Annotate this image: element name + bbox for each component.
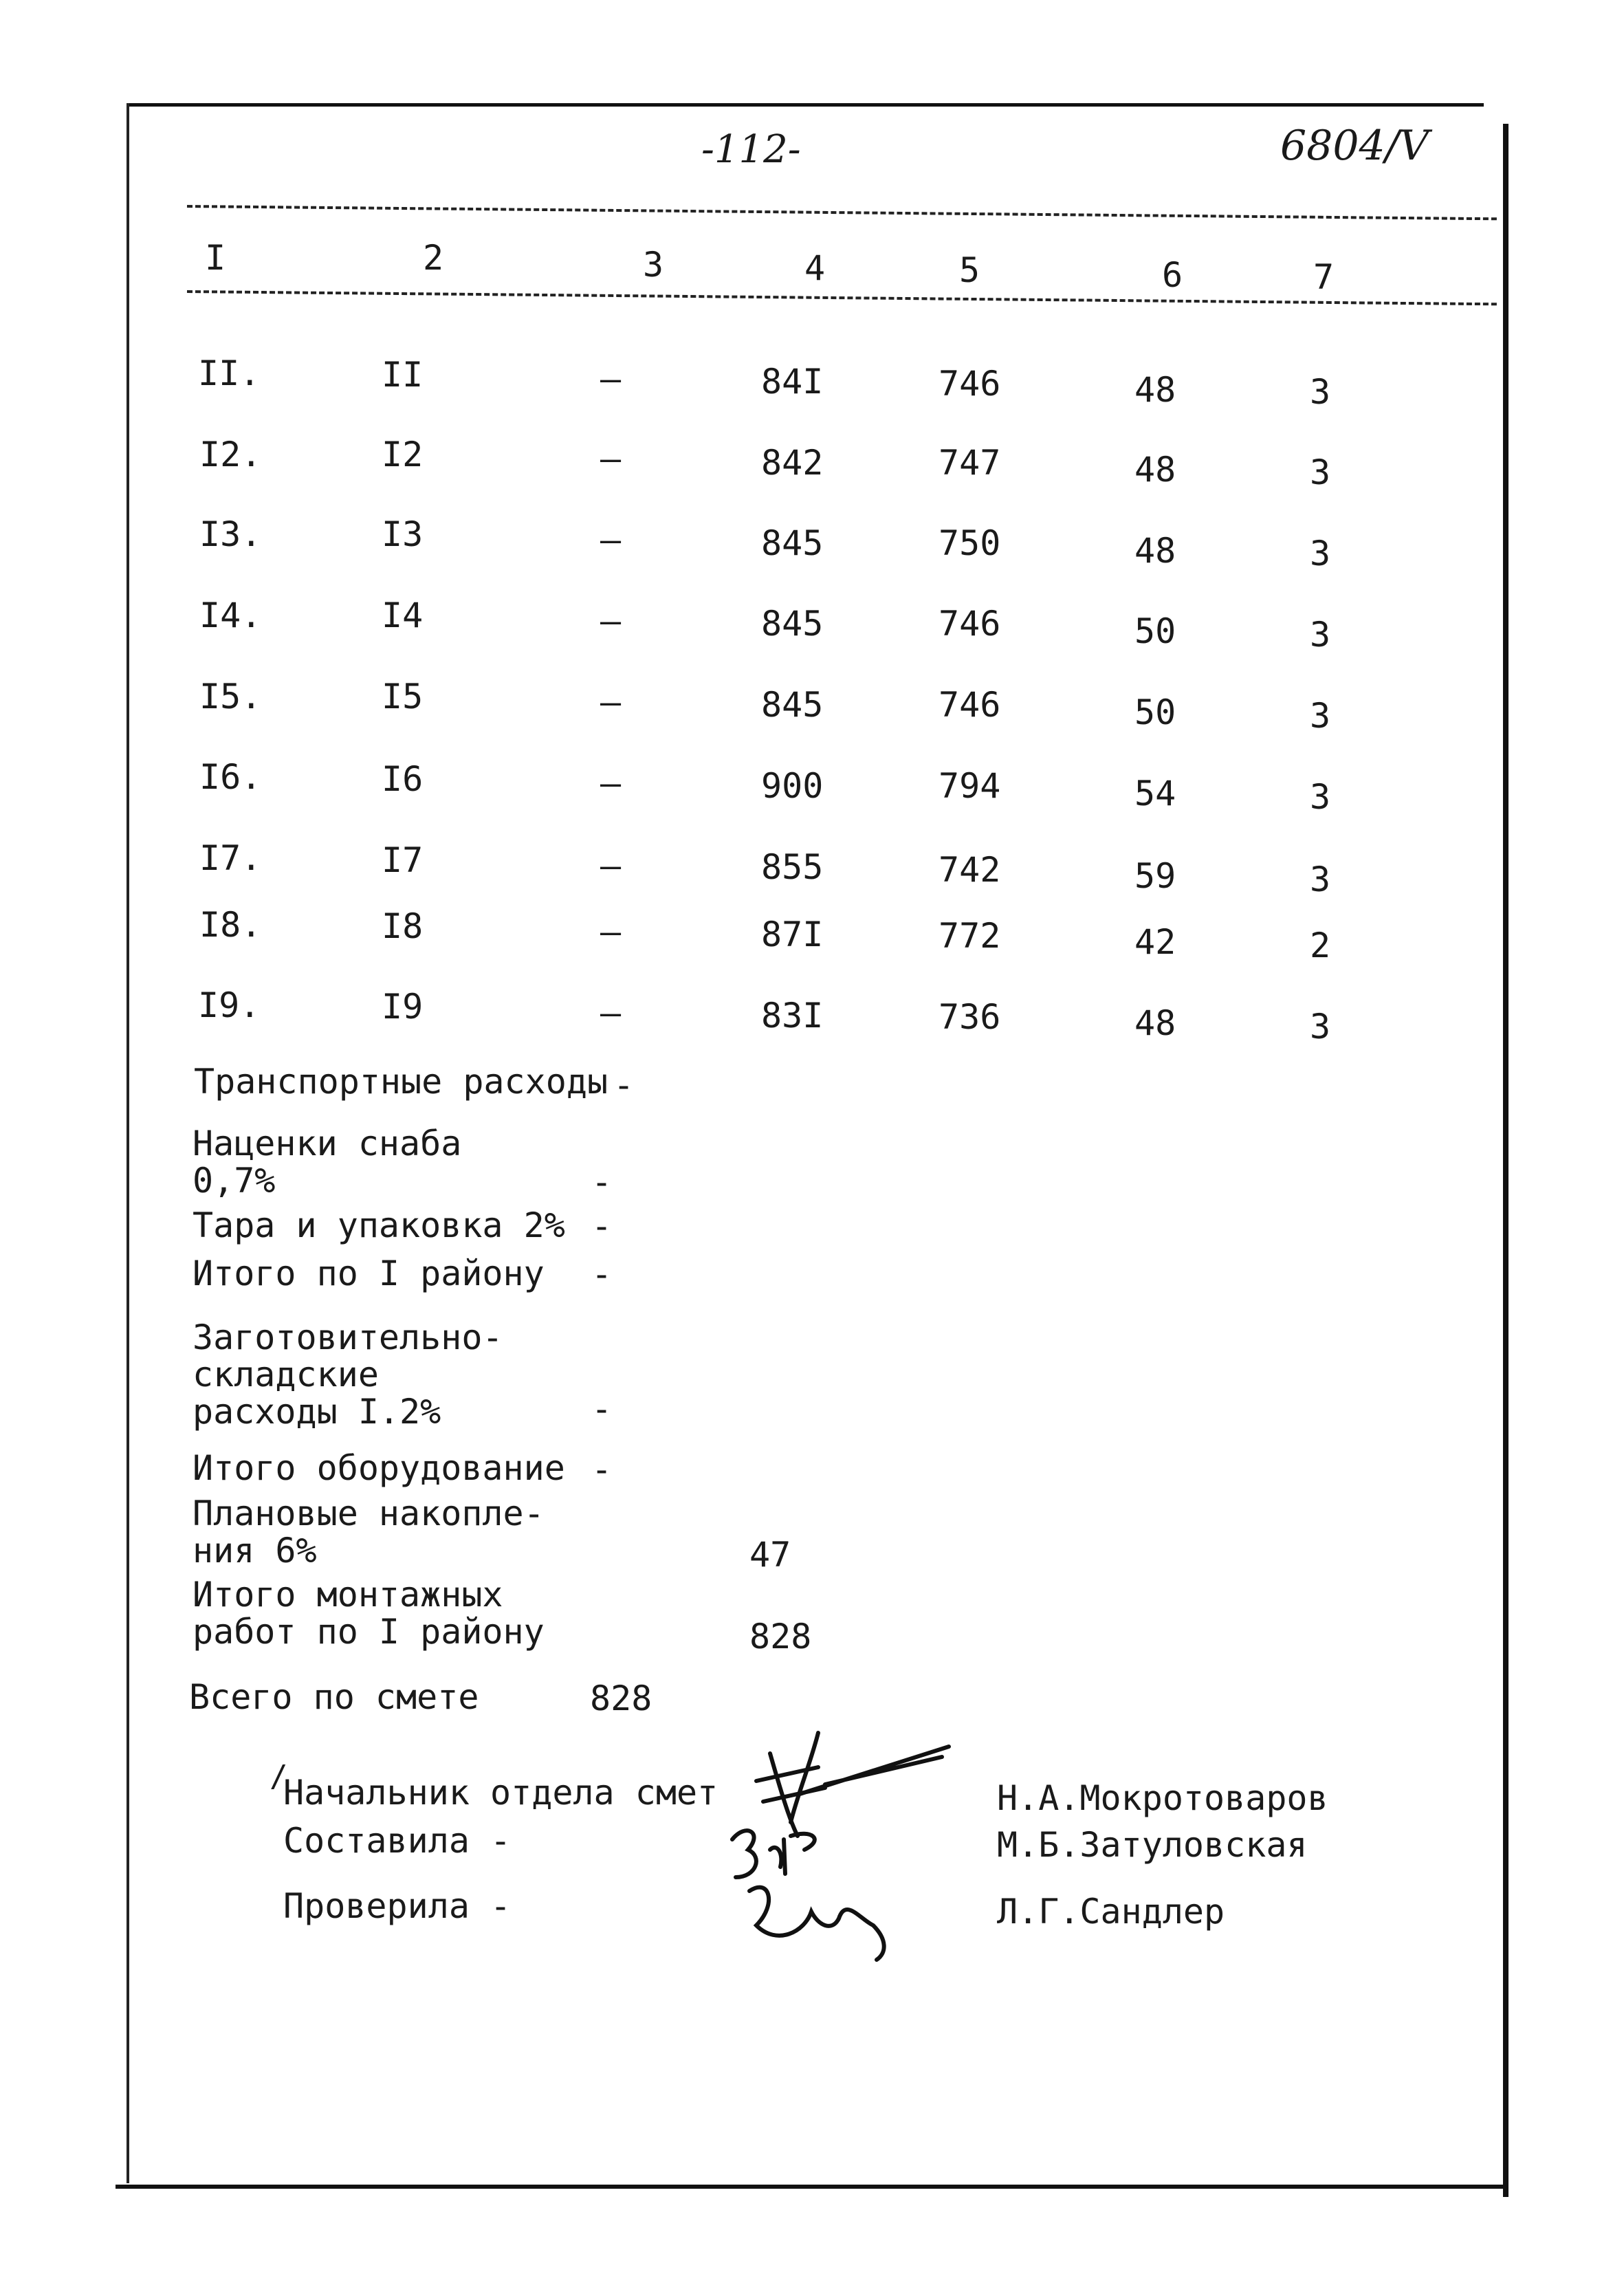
cell-col4: 845 <box>761 604 824 644</box>
summary-label-equipment-total: Итого оборудование <box>193 1448 565 1488</box>
cell-col6: 48 <box>1134 1003 1176 1043</box>
signature-name: Н.А.Мокротоваров <box>997 1778 1328 1818</box>
signature-role: Проверила - <box>283 1886 512 1926</box>
summary-mark-transport: - <box>613 1065 635 1105</box>
cell-col6: 48 <box>1134 531 1176 571</box>
cell-col2: I4 <box>382 595 424 635</box>
column-header: 6 <box>1162 255 1183 295</box>
cell-col7: 3 <box>1310 452 1331 492</box>
frame-right-border <box>1503 124 1508 2197</box>
cell-col4: 87I <box>761 915 824 954</box>
cell-col5: 794 <box>939 766 1001 806</box>
cell-col3: – <box>600 439 622 479</box>
cell-col3: – <box>600 682 622 722</box>
cell-col5: 742 <box>939 850 1001 890</box>
cell-col3: – <box>600 912 622 952</box>
cell-col4: 842 <box>761 443 824 483</box>
cell-col5: 772 <box>939 916 1001 956</box>
cell-col2: I2 <box>382 435 424 474</box>
column-header: 2 <box>423 238 444 278</box>
cell-col5: 746 <box>939 604 1001 644</box>
summary-mark-procurement: - <box>591 1389 613 1429</box>
signature-role: Начальник отдела смет <box>283 1773 718 1813</box>
handwritten-tick: / <box>270 1759 288 1794</box>
cell-col2: I9 <box>382 987 424 1027</box>
cell-col2: II <box>382 355 424 395</box>
summary-value-planned-savings: 47 <box>749 1535 791 1575</box>
cell-col6: 48 <box>1134 450 1176 490</box>
cell-col6: 59 <box>1134 856 1176 896</box>
row-number: I3. <box>199 514 262 554</box>
cell-col7: 2 <box>1310 926 1331 965</box>
cell-col6: 42 <box>1134 922 1176 962</box>
summary-label-procurement: Заготовительно- складские расходы I.2% <box>193 1318 503 1432</box>
cell-col6: 48 <box>1134 370 1176 410</box>
document-code: 6804/Ⅴ <box>1280 122 1429 170</box>
row-number: I2. <box>199 435 262 474</box>
cell-col4: 845 <box>761 685 824 725</box>
handwritten-signatures <box>715 1719 963 1967</box>
cell-col2: I8 <box>382 906 424 946</box>
cell-col5: 746 <box>939 364 1001 404</box>
cell-col5: 736 <box>939 997 1001 1037</box>
row-number: I8. <box>199 905 262 945</box>
summary-label-packaging: Тара и упаковка 2% <box>193 1205 565 1245</box>
row-number: I9. <box>198 985 261 1025</box>
cell-col7: 3 <box>1310 777 1331 817</box>
row-number: I4. <box>199 595 262 635</box>
summary-label-installation-total: Итого монтажных работ по I району <box>193 1575 545 1652</box>
cell-col5: 747 <box>939 443 1001 483</box>
cell-col7: 3 <box>1310 860 1331 899</box>
header-rule-top <box>187 205 1497 220</box>
signature-name: М.Б.Затуловская <box>997 1825 1308 1865</box>
row-number: II. <box>198 353 261 393</box>
frame-bottom-border <box>116 2185 1507 2189</box>
row-number: I5. <box>199 677 262 717</box>
cell-col3: – <box>600 601 622 641</box>
signature-name: Л.Г.Сандлер <box>997 1892 1225 1932</box>
cell-col4: 900 <box>761 766 824 806</box>
cell-col7: 3 <box>1310 1007 1331 1047</box>
cell-col5: 750 <box>939 523 1001 563</box>
column-header: 3 <box>643 245 664 285</box>
cell-col4: 83I <box>761 996 824 1036</box>
cell-col7: 3 <box>1310 372 1331 412</box>
cell-col3: – <box>600 846 622 886</box>
cell-col4: 855 <box>761 847 824 887</box>
cell-col3: – <box>600 763 622 803</box>
cell-col5: 746 <box>939 685 1001 725</box>
summary-mark-equipment-total: - <box>591 1450 613 1489</box>
page-number: -112- <box>701 127 801 172</box>
header-rule-bottom <box>187 290 1497 305</box>
column-header: 5 <box>959 250 980 290</box>
cell-col6: 50 <box>1134 692 1176 732</box>
column-header: 7 <box>1313 257 1335 297</box>
summary-value-installation-total: 828 <box>749 1617 812 1657</box>
cell-col3: – <box>600 359 622 399</box>
summary-value-estimate-total: 828 <box>590 1679 652 1718</box>
cell-col2: I5 <box>382 677 424 717</box>
cell-col7: 3 <box>1310 534 1331 573</box>
cell-col3: – <box>600 520 622 560</box>
cell-col3: – <box>600 993 622 1033</box>
summary-mark-packaging: - <box>591 1206 613 1246</box>
summary-label-transport: Транспортные расходы <box>194 1062 608 1102</box>
cell-col7: 3 <box>1310 696 1331 736</box>
cell-col2: I3 <box>382 514 424 554</box>
cell-col7: 3 <box>1310 615 1331 655</box>
frame-left-border <box>127 103 129 2183</box>
row-number: I7. <box>199 838 262 878</box>
summary-label-planned-savings: Плановые накопле- ния 6% <box>193 1494 545 1571</box>
summary-mark-district-total: - <box>591 1254 613 1294</box>
cell-col4: 845 <box>761 523 824 563</box>
summary-label-markup: Наценки снаба 0,7% <box>193 1124 462 1201</box>
summary-label-district-total: Итого по I району <box>193 1254 545 1293</box>
cell-col6: 50 <box>1134 611 1176 651</box>
cell-col6: 54 <box>1134 774 1176 813</box>
summary-label-estimate-total: Всего по смете <box>189 1677 479 1717</box>
summary-mark-markup: - <box>591 1162 613 1202</box>
column-header: I <box>205 238 226 278</box>
row-number: I6. <box>199 757 262 797</box>
cell-col2: I7 <box>382 840 424 880</box>
cell-col4: 84I <box>761 362 824 402</box>
column-header: 4 <box>804 248 826 288</box>
cell-col2: I6 <box>382 759 424 799</box>
frame-top-border <box>129 103 1484 107</box>
signature-role: Составила - <box>283 1821 512 1861</box>
